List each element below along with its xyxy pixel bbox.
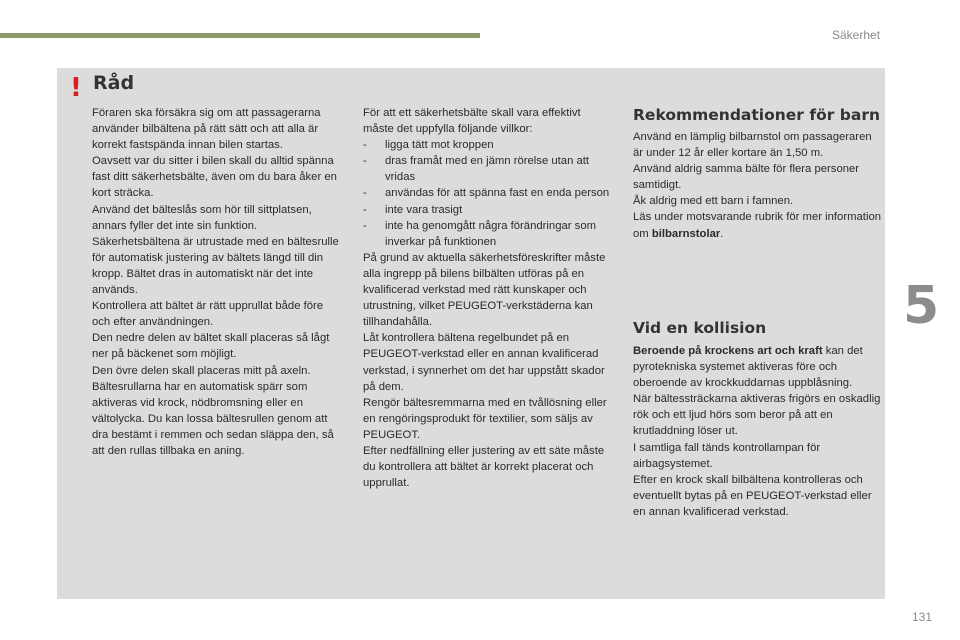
warning-icon: ! — [70, 73, 82, 103]
recommendations-text — [633, 129, 883, 242]
child-seat-reference: bilbarnstolar — [651, 227, 721, 240]
panel-title: Råd — [93, 72, 135, 94]
list-item: - dras framåt med en jämn rörelse utan att vridas — [363, 155, 590, 184]
paragraph: Använd aldrig samma bälte för flera personer samtidigt. — [633, 163, 860, 192]
paragraph: Efter nedfällning eller justering av ett säte måste du kontrollera att bältet är korrekt placerat och upprullat. — [363, 444, 605, 490]
paragraph: Använd en lämplig bilbarnstol om passageraren är under 12 år eller kortare än 1,50 m. — [633, 131, 872, 160]
paragraph: Den nedre delen av bältet skall placeras så lågt ner på bäckenet som möjligt. — [92, 332, 330, 361]
list-item: - inte vara trasigt — [363, 203, 463, 216]
list-item: - inte ha genomgått några förändringar som inverkar på funktionen — [363, 219, 597, 248]
paragraph: Bältesrullarna har en automatisk spärr som aktiveras vid krock, nödbromsning eller en vältolycka. Du kan lossa bältesrullen genom att dra bestämt i remmen och sedan släppa den, så att den rullas tillbaka en aning. — [92, 380, 334, 457]
paragraph: Föraren ska försäkra sig om att passagerarna använder bilbältena på rätt sätt och att alla är korrekt fastspända innan bilen startas. — [92, 107, 321, 152]
paragraph: Låt kontrollera bältena regelbundet på en PEUGEOT-verkstad eller en annan kvalificerad verkstad, i synnerhet om det har uppstått skador på dem. — [363, 332, 605, 393]
paragraph: För att ett säkerhetsbälte skall vara effektivt måste det uppfylla följande villkor: — [363, 107, 581, 136]
section-title: Säkerhet — [832, 28, 881, 42]
paragraph: Rengör bältesremmarna med en tvållösning eller en rengöringsprodukt för textilier, som säljs av PEUGEOT. — [363, 396, 607, 441]
paragraph: Kontrollera att bältet är rätt upprullat både före och efter användningen. — [92, 300, 324, 329]
header-accent-bar — [0, 33, 480, 38]
paragraph: När bältessträckarna aktiveras frigörs en oskadlig rök och ett ljud hörs som beror på att en krutladdning löser ut. — [633, 393, 881, 438]
paragraph: Beroende på krockens art och kraft kan det pyrotekniska systemet aktiveras före och oberoende av krockkuddarnas uppblåsning. — [633, 345, 863, 390]
paragraph: I samtliga fall tänds kontrollampan för airbagsystemet. — [633, 441, 821, 470]
collision-heading: Vid en kollision — [633, 319, 767, 337]
recommendations-heading: Rekommendationer för barn — [633, 106, 881, 124]
paragraph: Säkerhetsbältena är utrustade med en bältesrulle för automatisk justering av bältets längd till din kropp. Bältet dras in automatiskt när det inte används. — [92, 235, 339, 297]
advice-column-2 — [363, 105, 613, 491]
list-item: - ligga tätt mot kroppen — [363, 139, 494, 152]
paragraph: Läs under motsvarande rubrik för mer information om bilbarnstolar. — [633, 211, 882, 240]
paragraph: Den övre delen skall placeras mitt på axeln. — [92, 364, 311, 377]
collision-text — [633, 343, 883, 520]
paragraph: Använd det bälteslås som hör till sittplatsen, annars fyller det inte sin funktion. — [92, 203, 312, 232]
paragraph: Åk aldrig med ett barn i famnen. — [633, 195, 794, 208]
paragraph: Oavsett var du sitter i bilen skall du alltid spänna fast ditt säkerhetsbälte, även om du bara åker en kort sträcka. — [92, 155, 337, 200]
paragraph: På grund av aktuella säkerhetsföreskrifter måste alla ingrepp på bilens bilbälten utföras på en kvalificerad verkstad med rätt kunskaper och utrustning, vilket PEUGEOT-verkstäderna kan tillhandahålla. — [363, 251, 606, 329]
page-number: 131 — [912, 610, 933, 624]
advice-column-1 — [92, 105, 342, 459]
list-item: - användas för att spänna fast en enda person — [363, 187, 610, 200]
chapter-number: 5 — [903, 276, 940, 336]
paragraph: Efter en krock skall bilbältena kontrolleras och eventuellt bytas på en PEUGEOT-verkstad eller en annan kvalificerad verkstad. — [633, 473, 872, 518]
